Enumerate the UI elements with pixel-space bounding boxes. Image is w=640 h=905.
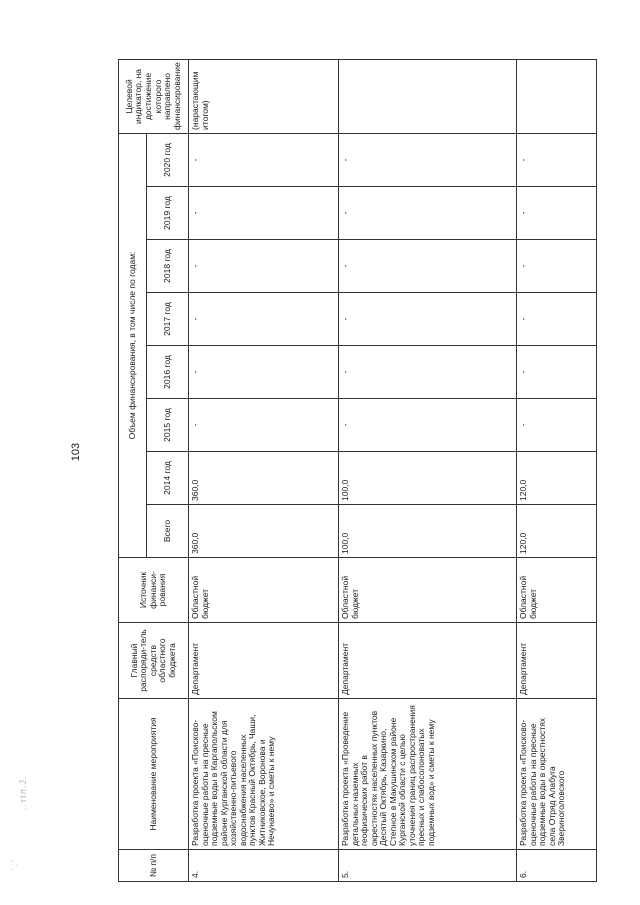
row-source: Областной бюджет	[339, 558, 517, 623]
row-year-value: -	[189, 346, 339, 399]
row-num: 6.	[517, 850, 597, 882]
row-total: 100,0	[339, 505, 517, 558]
row-name: Разработка проекта «Поисково-оценочные работы на пресные подземные воды в окрестностях села Отряд Алабуга Звериноголовского	[517, 699, 597, 850]
scan-smudge: ..тtл.J.	[18, 775, 28, 810]
header-year: 2016 год	[147, 346, 189, 399]
row-year-value: -	[189, 293, 339, 346]
header-year: 2019 год	[147, 187, 189, 240]
row-year-value: 120,0	[517, 452, 597, 505]
row-target: (нарастающим итогом)	[189, 59, 339, 133]
row-source: Областной бюджет	[517, 558, 597, 623]
header-total: Всего	[147, 505, 189, 558]
row-year-value: 360,0	[189, 452, 339, 505]
row-manager: Департамент	[517, 623, 597, 699]
row-num: 5.	[339, 850, 517, 882]
row-year-value: -	[517, 133, 597, 186]
row-year-value: -	[517, 293, 597, 346]
row-year-value: -	[339, 187, 517, 240]
row-year-value: -	[517, 240, 597, 293]
page-number: 103	[70, 442, 82, 462]
header-year: 2018 год	[147, 240, 189, 293]
row-year-value: -	[189, 187, 339, 240]
header-source: Источник финанси-рования	[119, 558, 189, 623]
table-row	[189, 59, 339, 881]
rotated-table-container	[118, 60, 596, 882]
row-name: Разработка проекта «Поисково-оценочные работы на пресные подземные воды в Каргапольском районе Курганской области для хозяйственно-питьевого водоснабжения населенных пунктов Красный Октябрь, Чаши, Житниковское, Воронова и Нечунаевo» и сметы к нему	[189, 699, 339, 850]
row-source: Областной бюджет	[189, 558, 339, 623]
row-year-value: -	[189, 133, 339, 186]
row-manager: Департамент	[339, 623, 517, 699]
row-year-value: -	[189, 240, 339, 293]
scan-smudge-secondary: ' , '	[10, 860, 19, 870]
row-year-value: -	[189, 399, 339, 452]
table-row	[517, 59, 597, 881]
row-target	[517, 59, 597, 133]
row-year-value: -	[339, 346, 517, 399]
row-year-value: -	[339, 293, 517, 346]
row-manager: Департамент	[189, 623, 339, 699]
row-total: 120,0	[517, 505, 597, 558]
row-year-value: 100,0	[339, 452, 517, 505]
row-year-value: -	[339, 240, 517, 293]
row-year-value: -	[339, 399, 517, 452]
row-target	[339, 59, 517, 133]
header-num: № п/п	[119, 850, 189, 882]
row-num: 4.	[189, 850, 339, 882]
row-total: 360,0	[189, 505, 339, 558]
header-year: 2017 год	[147, 293, 189, 346]
header-year: 2015 год	[147, 399, 189, 452]
financing-table	[118, 59, 597, 882]
header-year: 2014 год	[147, 452, 189, 505]
row-year-value: -	[517, 346, 597, 399]
header-name: Наименование мероприятия	[119, 699, 189, 850]
header-target: Целевой индикатор, на достижение которого направлено финансирование	[119, 59, 189, 133]
row-year-value: -	[517, 187, 597, 240]
row-year-value: -	[339, 133, 517, 186]
row-year-value: -	[517, 399, 597, 452]
header-volume: Объем финансирования, в том числе по годам:	[119, 133, 147, 557]
row-name: Разработка проекта «Проведение детальных наземных геофизических работ в окрестностях населенных пунктов Десятый Октябрь, Казаркино, Степное в Макушинском районе Курганской области с целью уточнения границ распространения пресных и слабосолоноватых подземных вод» и сметы к нему	[339, 699, 517, 850]
header-year: 2020 год	[147, 133, 189, 186]
table-row	[339, 59, 517, 881]
header-manager: Главный распоряди-тель средств областного бюджета	[119, 623, 189, 699]
